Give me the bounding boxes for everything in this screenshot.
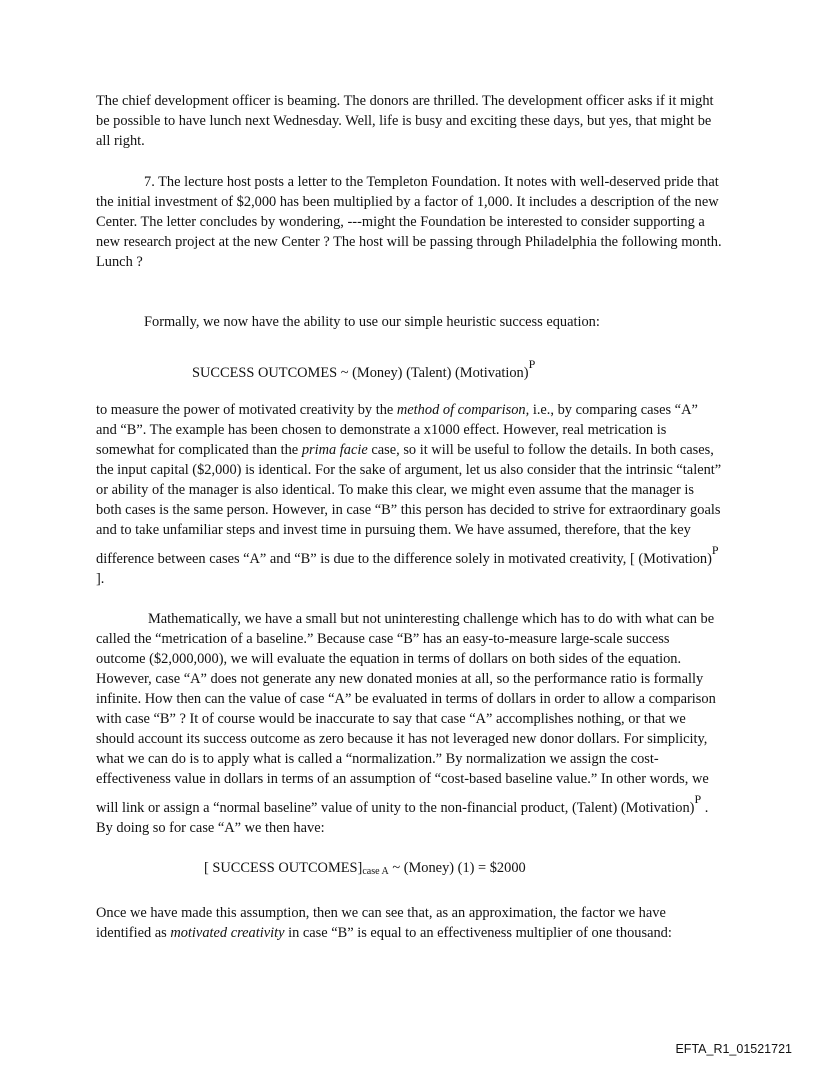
equation-exponent: P	[528, 357, 536, 371]
text-run: i.e., by comparing cases “A” and “B”. The example has been chosen to demonstrate a x1000 effect. However, real metrication is somewhat for complicated than the	[96, 402, 698, 458]
equation-text: [ SUCCESS OUTCOMES]	[204, 860, 363, 876]
equation-subscript: case A	[362, 866, 389, 877]
paragraph-4	[96, 400, 722, 589]
emphasis-text: prima facie	[301, 442, 368, 458]
equation-text: SUCCESS OUTCOMES ~ (Money) (Talent) (Motivation)	[192, 365, 529, 381]
emphasis-text: method of comparison,	[396, 402, 530, 418]
paragraph-6	[96, 903, 722, 943]
document-body	[96, 91, 722, 943]
success-equation	[96, 351, 722, 386]
text-run: ].	[96, 571, 105, 587]
text-run: Mathematically, we have a small but not uninteresting challenge which has to do with what can be called the “metrication of a baseline.” Because case “B” has an easy-to-measure large-scale success outcome ($2,000,000), we will evaluate the equation in terms of dollars on both sides of the equation. However, case “A” does not generate any new donated monies at all, so the performance ratio is formally infinite. How then can the value of case “A” be evaluated in terms of dollars in order to allow a comparison with case “B” ? It of course would be inaccurate to say that case “A” accomplishes nothing, or that we should account its success outcome as zero because it has not leveraged new donor dollars. For simplicity, what we can do is to apply what is called a “normalization.” By normalization we assign the cost-effectiveness value in dollars in terms of an assumption of “cost-based baseline value.” In other words, we will link or assign a “normal baseline” value of unity to the non-financial product, (Talent) (Motivation)	[96, 611, 716, 816]
text-run: Once we have made this assumption, then we can see that, as an approximation, the factor we have identified as	[96, 905, 666, 941]
equation-text: ~ (Money) (1) = $2000	[388, 860, 526, 876]
emphasis-text: motivated creativity	[170, 925, 285, 941]
paragraph-1: The chief development officer is beaming. The donors are thrilled. The development officer asks if it might be possible to have lunch next Wednesday. Well, life is busy and exciting these days, but yes, that might be all right.	[96, 93, 714, 149]
case-a-equation	[96, 858, 722, 882]
text-run: . By doing so for case “A” we then have:	[96, 800, 709, 836]
exponent: P	[711, 543, 719, 557]
paragraph-3: Formally, we now have the ability to use our simple heuristic success equation:	[144, 314, 600, 330]
exponent: P	[694, 792, 702, 806]
paragraph-2: 7. The lecture host posts a letter to the Templeton Foundation. It notes with well-deserved pride that the initial investment of $2,000 has been multiplied by a factor of 1,000. It includes a description of the new Center. The letter concludes by wondering, ---might the Foundation be interested to consider supporting a new research project at the new Center ? The host will be passing through Philadelphia the following month. Lunch ?	[96, 174, 722, 270]
text-run: to measure the power of motivated creativity by the	[96, 402, 397, 418]
document-id-footer: EFTA_R1_01521721	[675, 1042, 792, 1056]
paragraph-5	[96, 609, 722, 838]
text-run: case, so it will be useful to follow the details. In both cases, the input capital ($2,000) is identical. For the sake of argument, let us also consider that the intrinsic “talent” or ability of the manager is also identical. To make this clear, we might even assume that the manager is both cases is the same person. However, in case “B” this person has decided to strive for extraordinary goals and to take unfamiliar steps and invest time in pursuing them. We have assumed, therefore, that the key difference between cases “A” and “B” is due to the difference solely in motivated creativity, [ (Motivation)	[96, 442, 722, 567]
text-run: in case “B” is equal to an effectiveness multiplier of one thousand:	[284, 925, 672, 941]
